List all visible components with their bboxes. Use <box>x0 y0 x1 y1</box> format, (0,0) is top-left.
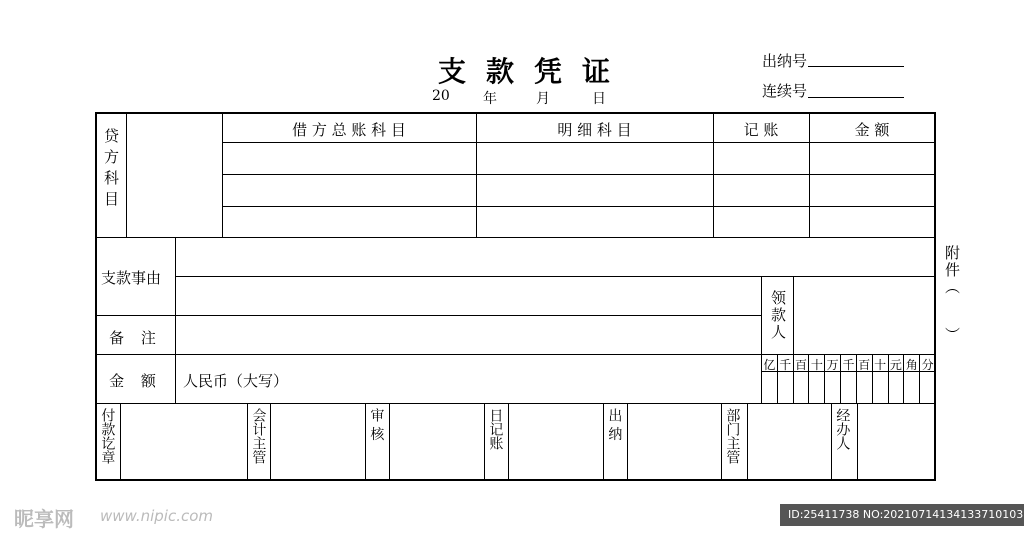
signoff-field[interactable] <box>748 404 830 480</box>
amount-unit-label: 角 <box>905 358 918 372</box>
reason-label: 支款事由 <box>101 269 162 287</box>
rmb-label: 人民币（大写） <box>183 372 289 390</box>
amount-unit-label: 十 <box>810 358 823 372</box>
cashier-no-label: 出纳号 <box>762 52 808 70</box>
remark-label: 备 注 <box>109 329 162 347</box>
cashier-no-field[interactable] <box>808 66 904 67</box>
signoff-label: 付款讫章 <box>99 408 116 464</box>
attachment-close: ） <box>943 327 961 344</box>
divider <box>175 237 176 403</box>
amount-unit-label: 万 <box>826 358 839 372</box>
amount-unit-label: 千 <box>842 358 855 372</box>
divider <box>603 403 604 480</box>
amount-unit-label: 亿 <box>763 358 776 372</box>
watermark-url: www.nipic.com <box>100 507 214 525</box>
amount-unit-label: 百 <box>795 358 808 372</box>
date-year: 年 <box>483 91 497 107</box>
header-debit-ledger: 借 方 总 账 科 目 <box>292 121 406 139</box>
divider <box>96 237 935 238</box>
divider <box>721 403 722 480</box>
signoff-label: 审 核 <box>368 408 385 441</box>
header-amount: 金 额 <box>854 121 890 139</box>
signoff-field[interactable] <box>628 404 720 480</box>
signoff-field[interactable] <box>271 404 364 480</box>
watermark-logo: 昵享网 <box>14 507 74 531</box>
attachment-label: 附件（ <box>943 245 961 296</box>
divider <box>761 276 762 403</box>
date-day: 日 <box>592 91 606 107</box>
divider <box>793 276 794 354</box>
divider <box>96 315 761 316</box>
serial-no-label: 连续号 <box>762 82 808 100</box>
credit-account-label: 贷方科目 <box>102 128 120 212</box>
signoff-label: 经办人 <box>834 408 851 450</box>
serial-no-field[interactable] <box>808 97 904 98</box>
signoff-field[interactable] <box>509 404 602 480</box>
amount-unit-label: 千 <box>779 358 792 372</box>
date-month: 月 <box>536 91 550 107</box>
date-prefix: 20 <box>432 88 450 104</box>
amount-unit-label: 十 <box>874 358 887 372</box>
signoff-label: 会计主管 <box>250 408 267 464</box>
header-posting: 记 账 <box>743 121 779 139</box>
divider <box>222 174 935 175</box>
signoff-label: 日记账 <box>487 408 504 450</box>
header-detail: 明 细 科 目 <box>557 121 632 139</box>
divider <box>175 276 935 277</box>
divider <box>126 113 127 237</box>
signoff-field[interactable] <box>390 404 483 480</box>
amount-label: 金 额 <box>109 372 162 390</box>
signoff-field[interactable] <box>121 404 246 480</box>
amount-unit-label: 元 <box>889 358 902 372</box>
amount-unit-label: 分 <box>921 358 934 372</box>
payee-label: 领款人 <box>769 290 787 341</box>
signoff-field[interactable] <box>858 404 934 480</box>
divider <box>247 403 248 480</box>
page-title: 支款凭证 <box>438 55 631 88</box>
divider <box>365 403 366 480</box>
signoff-label: 部门主管 <box>724 408 741 464</box>
divider <box>484 403 485 480</box>
divider <box>831 403 832 480</box>
signoff-label: 出 纳 <box>606 408 623 441</box>
amount-unit-label: 百 <box>858 358 871 372</box>
divider <box>222 142 935 143</box>
watermark-id: ID:25411738 NO:20210714134133710103 <box>780 504 1024 526</box>
divider <box>222 206 935 207</box>
